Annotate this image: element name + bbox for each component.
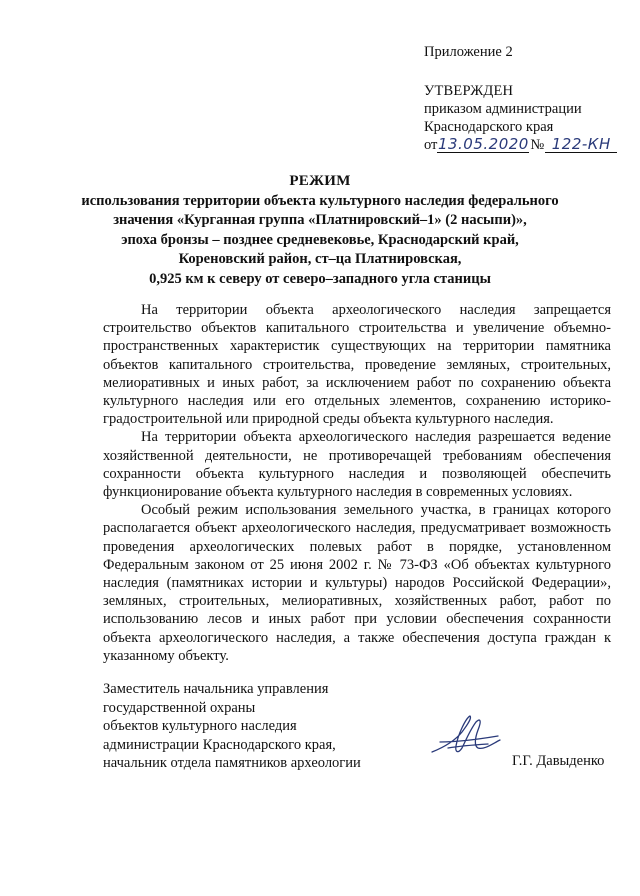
position-line: государственной охраны: [103, 699, 256, 716]
approval-block: [424, 82, 617, 154]
approved-heading: УТВЕРЖДЕН: [424, 83, 514, 99]
body-paragraph: Особый режим использования земельного участка, в границах которого располагается объект археологического наследия, предусматривает возможность проведения археологических полевых работ в порядке, установленном Федеральным законом от 25 июня 2002 г. № 73-ФЗ «Об объектах культурного наследия (памятниках истории и культуры) народов Российской Федерации», земляных, строительных, мелиоративных, хозяйственных работ, работ по использованию лесов и иных работ при условии обеспечения сохранности объекта археологического наследия, а также обеспечения доступа граждан к указанному объекту.: [103, 502, 611, 664]
title-line: значения «Курганная группа «Платнировский–1» (2 насыпи)»,: [113, 212, 527, 228]
title-line: Кореновский район, ст–ца Платнировская,: [178, 251, 462, 267]
order-line: [424, 136, 617, 154]
title-line: 0,925 км к северу от северо–западного угла станицы: [149, 270, 491, 287]
order-date-handwritten: 13.05.2020: [437, 135, 529, 153]
document-body: [103, 301, 611, 665]
order-prefix: от: [424, 137, 438, 153]
title-line: эпоха бронзы – позднее средневековье, Краснодарский край,: [121, 231, 519, 248]
approval-line-1: приказом администрации: [424, 101, 582, 117]
order-number-handwritten: 122-КН: [545, 136, 617, 153]
body-paragraph: На территории объекта археологического наследия запрещается строительство объектов капитального строительства и увеличение объемно-пространственных характеристик существующих на территории памятника объектов капитального строительства, проведение земляных, строительных, мелиоративных и иных работ, за исключением работ по сохранению объекта культурного наследия или его отдельных элементов, сохранению историко-градостроительной или природной среды объекта культурного наследия.: [103, 302, 611, 428]
position-line: объектов культурного наследия: [103, 718, 297, 734]
document-title: [60, 172, 580, 289]
appendix-label: Приложение 2: [424, 44, 513, 60]
signatory-name: Г.Г. Давыденко: [512, 753, 605, 769]
title-main: РЕЖИМ: [289, 173, 351, 189]
approval-line-2: Краснодарского края: [424, 119, 554, 135]
position-line: Заместитель начальника управления: [103, 681, 329, 697]
handwritten-signature: [428, 712, 508, 760]
position-line: начальник отдела памятников археологии: [103, 755, 361, 771]
signatory-position: [103, 680, 361, 773]
body-paragraph: На территории объекта археологического наследия разрешается ведение хозяйственной деятельности, не противоречащей требованиям обеспечения сохранности объекта культурного наследия и позволяющей обеспечить функционирование объекта культурного наследия в современных условиях.: [103, 429, 611, 501]
order-number-sign: №: [530, 137, 545, 153]
title-line: использования территории объекта культурного наследия федерального: [81, 192, 559, 209]
position-line: администрации Краснодарского края,: [103, 736, 336, 753]
